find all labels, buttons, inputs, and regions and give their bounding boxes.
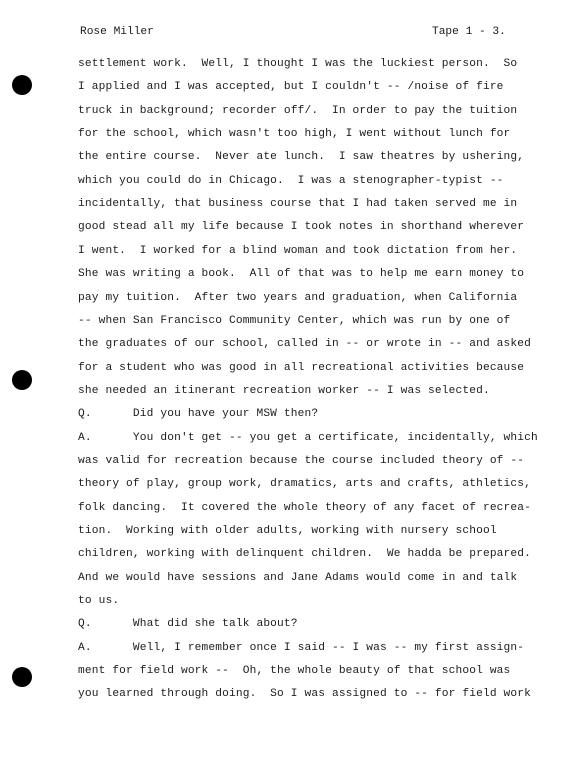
transcript-line: -- when San Francisco Community Center, which was run by one of <box>78 314 511 327</box>
transcript-line: for the school, which wasn't too high, I went without lunch for <box>78 128 511 141</box>
transcript-line: was valid for recreation because the course included theory of -- <box>78 454 525 467</box>
transcript-line: I applied and I was accepted, but I couldn't -- /noise of fire <box>78 81 504 94</box>
transcript-line: theory of play, group work, dramatics, arts and crafts, athletics, <box>78 478 531 491</box>
transcript-line: to us. <box>78 595 120 608</box>
punch-hole <box>12 75 32 95</box>
transcript-line: for a student who was good in all recreational activities because <box>78 361 525 374</box>
transcript-line: the entire course. Never ate lunch. I saw theatres by ushering, <box>78 151 525 164</box>
transcript-line: the graduates of our school, called in -- or wrote in -- and asked <box>78 338 531 351</box>
transcript-line: Q. Did you have your MSW then? <box>78 408 319 421</box>
transcript-line: tion. Working with older adults, working with nursery school <box>78 525 497 537</box>
transcript-line: which you could do in Chicago. I was a stenographer-typist -- <box>78 174 504 187</box>
transcript-line: I went. I worked for a blind woman and took dictation from her. <box>78 244 518 257</box>
transcript-line: folk dancing. It covered the whole theory of any facet of recrea- <box>78 501 531 514</box>
transcript-line: children, working with delinquent children. We hadda be prepared. <box>78 548 531 561</box>
transcript-line: settlement work. Well, I thought I was the luckiest person. So <box>78 58 518 70</box>
transcript-line: you learned through doing. So I was assigned to -- for field work <box>78 688 531 701</box>
interviewee-name: Rose Miller <box>80 26 154 38</box>
transcript-line: Q. What did she talk about? <box>78 618 298 631</box>
punch-hole <box>12 667 32 687</box>
transcript-line: She was writing a book. All of that was to help me earn money to <box>78 268 525 281</box>
tape-number: Tape 1 - 3. <box>432 26 506 38</box>
transcript-line: good stead all my life because I took notes in shorthand wherever <box>78 221 525 234</box>
transcript-line: A. Well, I remember once I said -- I was -- my first assign- <box>78 641 525 654</box>
transcript-line: And we would have sessions and Jane Adams would come in and talk <box>78 571 518 584</box>
transcript-line: truck in background; recorder off/. In order to pay the tuition <box>78 104 518 117</box>
transcript-line: pay my tuition. After two years and graduation, when California <box>78 291 518 304</box>
transcript-line: A. You don't get -- you get a certificate, incidentally, which <box>78 431 538 444</box>
punch-hole <box>12 370 32 390</box>
transcript-line: ment for field work -- Oh, the whole beauty of that school was <box>78 665 511 678</box>
transcript-line: she needed an itinerant recreation worker -- I was selected. <box>78 384 490 397</box>
transcript-line: incidentally, that business course that I had taken served me in <box>78 198 518 211</box>
